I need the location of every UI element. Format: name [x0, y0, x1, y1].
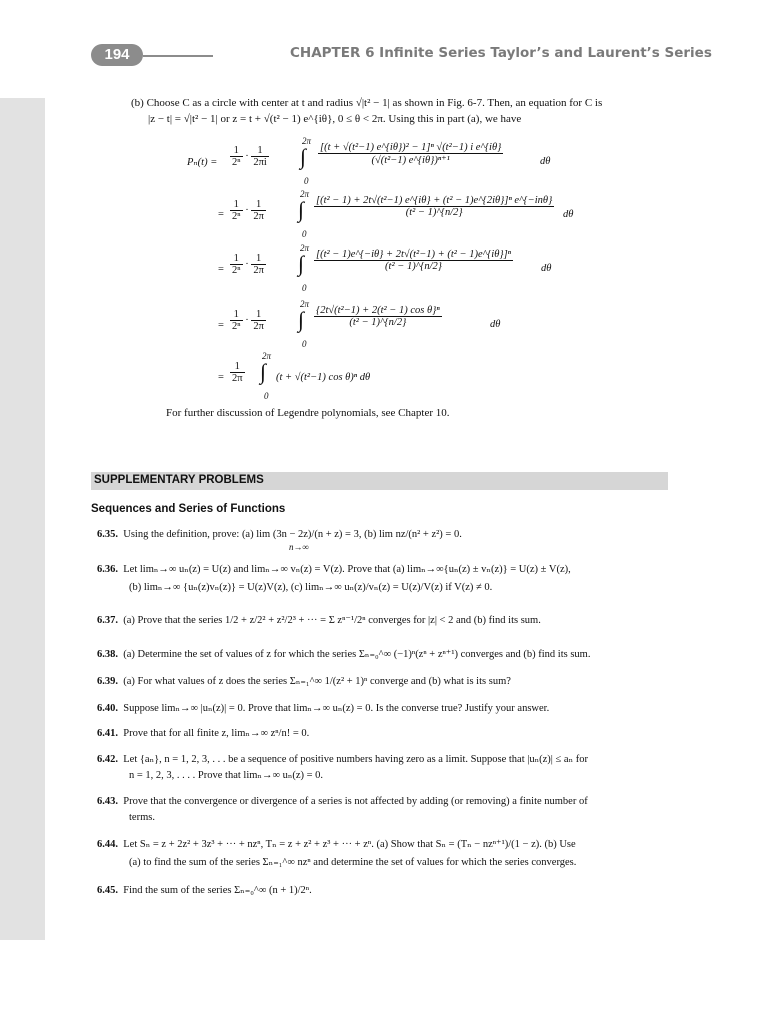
eq4-integral-sign: ∫	[298, 307, 305, 332]
problem-6-40: 6.40. Suppose limₙ→∞ |uₙ(z)| = 0. Prove that limₙ→∞ uₙ(z) = 0. Is the converse true? Justify your answer.	[97, 703, 550, 714]
chapter-title: CHAPTER 6 Infinite Series Taylor’s and Laurent’s Series	[290, 45, 712, 61]
problem-6-41: 6.41. Prove that for all finite z, limₙ→∞ zⁿ/n! = 0.	[97, 728, 310, 739]
eq1-lower-limit: 0	[304, 176, 309, 186]
eq4-dtheta: dθ	[490, 319, 501, 330]
eq4-upper-limit: 2π	[300, 299, 310, 309]
header-rule	[143, 55, 213, 57]
eq2-coef: $\frac{1}{\text{2ⁿ}}$ · $\frac{1}{2\pi}$	[232, 199, 264, 222]
eq2-fraction: $\frac{\text{[(t² − 1) + 2t√(t²−1) e\textasciicircum{}\{iθ\} + (t² − 1)e\textasciicircum{}\{2iθ\}]ⁿ e\textasciicircum{}\{−inθ\}}}{\text{(t² − 1)\textasciicircum{}\{n/2\}}}$	[316, 195, 553, 218]
page-number-badge: 194	[91, 44, 143, 66]
eq3-upper-limit: 2π	[300, 243, 310, 253]
eq3-dtheta: dθ	[541, 263, 552, 274]
problem-6-44: 6.44. Let Sₙ = z + 2z² + 3z³ + ··· + nzⁿ, Tₙ = z + z² + z³ + ··· + zⁿ. (a) Show that Sₙ = (Tₙ − nzⁿ⁺¹)/(1 − z). (b) Use	[97, 839, 576, 850]
eq1-fraction: $\frac{\text{[(t + √(t²−1) e\textasciicircum{}\{iθ\})² − 1]ⁿ √(t²−1) i e\textasciicircum{}\{iθ\}}}{\text{(√(t²−1) e\textasciicircum{}\{iθ\})ⁿ⁺¹}}$	[320, 142, 502, 166]
eq5-integrand: (t + √(t²−1) cos θ)ⁿ dθ	[276, 372, 371, 383]
problem-6-43: 6.43. Prove that the convergence or divergence of a series is not affected by adding (or removing) a finite number of	[97, 796, 588, 807]
problem-6-38: 6.38. (a) Determine the set of values of z for which the series Σₙ₌₀^∞ (−1)ⁿ(zⁿ + zⁿ⁺¹) converges and (b) find its sum.	[97, 649, 591, 660]
eq2-equals: =	[218, 209, 224, 220]
eq5-integral-sign: ∫	[260, 359, 267, 384]
eq3-fraction: $\frac{\text{[(t² − 1)e\textasciicircum{}\{−iθ\} + 2t√(t²−1) + (t² − 1)e\textasciicircum{}\{iθ\}]ⁿ}}{\text{(t² − 1)\textasciicircum{}\{n/2\}}}$	[316, 249, 511, 272]
eq1-dtheta: dθ	[540, 156, 551, 167]
part-b-line-2: |z − t| = √|t² − 1| or z = t + √(t² − 1) e^{iθ}, 0 ≤ θ < 2π. Using this in part (a), we have	[148, 113, 522, 125]
eq3-coef: $\frac{1}{\text{2ⁿ}}$ · $\frac{1}{2\pi}$	[232, 253, 264, 276]
eq5-lower-limit: 0	[264, 391, 269, 401]
eq1-lhs: Pₙ(t) =	[187, 157, 218, 168]
eq3-lower-limit: 0	[302, 283, 307, 293]
problem-6-42-line-2: n = 1, 2, 3, . . . . Prove that limₙ→∞ uₙ(z) = 0.	[129, 770, 324, 781]
part-b-line-1: (b) Choose C as a circle with center at t and radius √|t² − 1| as shown in Fig. 6-7. Then, an equation for C is	[131, 97, 603, 109]
problem-6-36-line-2: (b) limₙ→∞ {uₙ(z)vₙ(z)} = U(z)V(z), (c) limₙ→∞ uₙ(z)/vₙ(z) = U(z)/V(z) if V(z) ≠ 0.	[129, 582, 493, 593]
supplementary-heading: SUPPLEMENTARY PROBLEMS	[94, 474, 264, 486]
section-title: Sequences and Series of Functions	[91, 503, 286, 515]
problem-6-36: 6.36. Let limₙ→∞ uₙ(z) = U(z) and limₙ→∞ vₙ(z) = V(z). Prove that (a) limₙ→∞{uₙ(z) ± vₙ(z)} = U(z) ± V(z),	[97, 564, 571, 575]
problem-6-44-line-2: (a) to find the sum of the series Σₙ₌₁^∞ nzⁿ and determine the set of values for which the series converges.	[129, 857, 577, 868]
problem-6-39: 6.39. (a) For what values of z does the series Σₙ₌₁^∞ 1/(z² + 1)ⁿ converge and (b) what is its sum?	[97, 676, 511, 687]
problem-6-43-line-2: terms.	[129, 812, 155, 823]
eq2-integral-sign: ∫	[298, 197, 305, 222]
eq1-coef: $\frac{1}{\text{2ⁿ}}$ · $\frac{1}{2\pi i}$	[232, 145, 267, 168]
eq5-coef: $\frac{1}{2\pi}$	[232, 361, 243, 384]
eq1-upper-limit: 2π	[302, 136, 312, 146]
left-gray-margin	[0, 98, 45, 940]
further-note: For further discussion of Legendre polynomials, see Chapter 10.	[166, 407, 450, 419]
eq4-coef: $\frac{1}{\text{2ⁿ}}$ · $\frac{1}{2\pi}$	[232, 309, 264, 332]
problem-6-35: 6.35. Using the definition, prove: (a) lim (3n − 2z)/(n + z) = 3, (b) lim nz/(n² + z²) = 0.	[97, 529, 462, 540]
eq5-upper-limit: 2π	[262, 351, 272, 361]
problem-6-45: 6.45. Find the sum of the series Σₙ₌₀^∞ (n + 1)/2ⁿ.	[97, 885, 312, 896]
problem-6-37: 6.37. (a) Prove that the series 1/2 + z/2² + z²/2³ + ··· = Σ zⁿ⁻¹/2ⁿ converges for |z| < 2 and (b) find its sum.	[97, 615, 541, 626]
eq2-lower-limit: 0	[302, 229, 307, 239]
eq3-equals: =	[218, 264, 224, 275]
eq3-integral-sign: ∫	[298, 251, 305, 276]
eq2-dtheta: dθ	[563, 209, 574, 220]
problem-6-42: 6.42. Let {aₙ}, n = 1, 2, 3, . . . be a sequence of positive numbers having zero as a limit. Suppose that |uₙ(z)| ≤ aₙ for	[97, 754, 588, 765]
problem-6-35-limit-sub: n→∞	[289, 542, 309, 552]
eq1-integral-sign: ∫	[300, 144, 307, 169]
eq4-fraction: $\frac{\text{\{2t√(t²−1) + 2(t² − 1) cos θ\}ⁿ}}{\text{(t² − 1)\textasciicircum{}\{n/2\}}}$	[316, 305, 440, 328]
eq4-equals: =	[218, 320, 224, 331]
eq4-lower-limit: 0	[302, 339, 307, 349]
eq5-equals: =	[218, 372, 224, 383]
eq2-upper-limit: 2π	[300, 189, 310, 199]
